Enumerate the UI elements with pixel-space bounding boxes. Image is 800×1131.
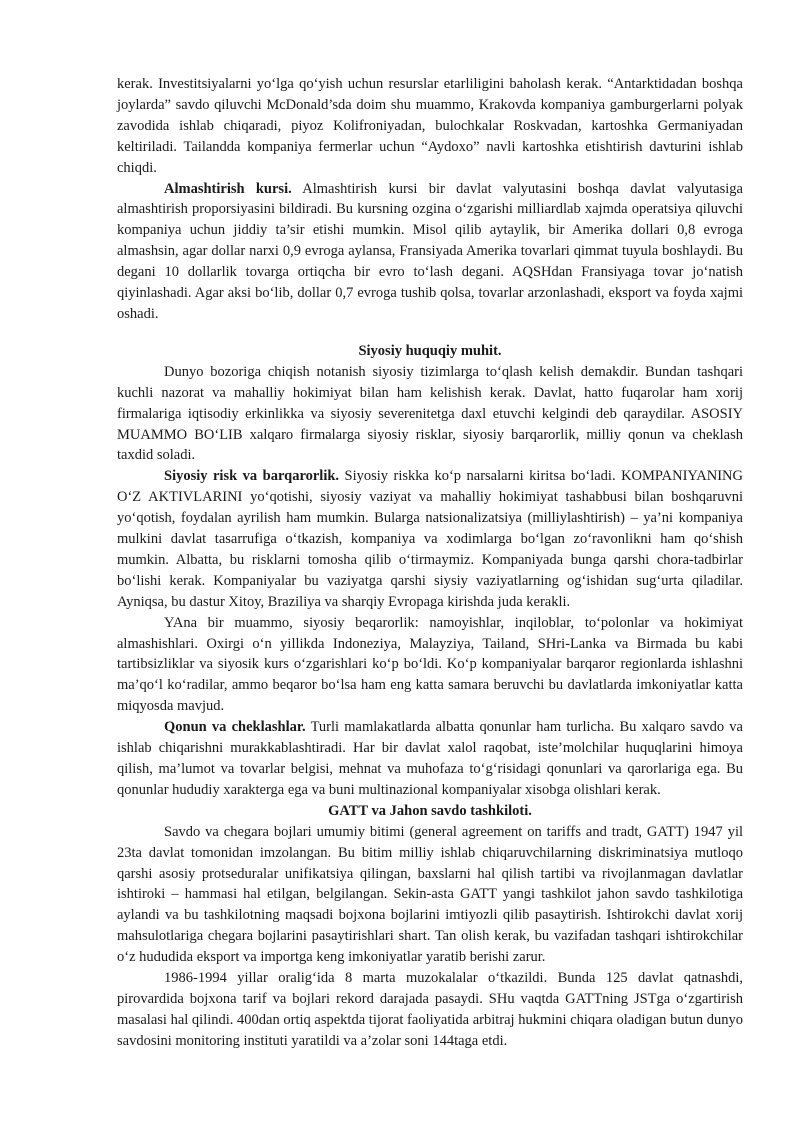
paragraph-laws: [117, 717, 743, 801]
paragraph-gatt: Savdo va chegara bojlari umumiy bitimi (general agreement on tariffs and tradt, GATT) 1947 yil 23ta davlat tomonidan imzolangan. Bu bitim milliy ishlab chiqaruvchilarning diskriminatsiya mutloqo qarshi asosiy protseduralar unifikatsiya qilingan, baxslarni hal qilish tartibi va rivojlanmagan davlatlar ishtiroki – hammasi hal etilgan, belgilangan. Sekin-asta GATT yangi tashkilot jahon savdo tashkilotiga aylandi va bu tashkilotning maqsadi bojxona bojlarini imtiyozli qilib pasaytirish. Ishtirokchi davlat xorij mahsulotlariga chegara bojlarini pasaytirishlari shart. Tan olish kerak, bu vazifadan tashqari ishtirokchilar o‘z hududida eksport va importga keng imkoniyatlar yaratib berishi zarur.: [117, 823, 743, 966]
paragraph-lead-exchange-rate: Almashtirish kursi.: [164, 180, 292, 197]
paragraph-instability: YAna bir muammo, siyosiy beqarorlik: namoyishlar, inqiloblar, to‘polonlar va hokimiyat almashishlari. Oxirgi o‘n yillikda Indoneziya, Malayziya, Tailand, SHri-Lanka va Birmada bu kabi tartibsizliklar va siyosik kurs o‘zgarishlari ko‘p bo‘ldi. Ko‘p kompaniyalar barqaror regionlarda ishlashni ma’qo‘l ko‘radilar, ammo beqaror bo‘lsa ham eng katta samara beruvchi bu davlatlarda imkoniyatlar katta miqyosda mavjud.: [117, 614, 743, 715]
paragraph-political-risk: [117, 466, 743, 612]
paragraph-body-exchange-rate: Almashtirish kursi bir davlat valyutasini boshqa davlat valyutasiga almashtirish proporsiyasini bildiradi. Bu kursning ozgina o‘zgarishi milliardlab xajmda operatsiya qiluvchi kompaniya uchun jiddiy ta’sir etishi mumkin. Misol qilib aytaylik, bir Amerika dollari 0,8 evroga almashsin, agar dollar narxi 0,9 evroga aylansa, Fransiyada Amerika tovarlari qimmat tuyula boshlaydi. Bu degani 10 dollarlik tovarga ortiqcha bir evro to‘lash degani. AQSHdan Fransiyaga tovar jo‘natish qiyinlashadi. Agar aksi bo‘lib, dollar 0,7 evroga tushib qolsa, tovarlar arzonlashadi, eksport va foyda xajmi oshadi.: [117, 180, 743, 322]
section-heading-political-legal: Siyosiy huquqiy muhit.: [358, 342, 502, 359]
paragraph-political-systems: Dunyo bozoriga chiqish notanish siyosiy tizimlarga to‘qlash kelish demakdir. Bundan tashqari kuchli nazorat va mahalliy hokimiyat bilan ham kelishish kerak. Davlat, hatto fuqarolar ham xorij firmalariga iqtisodiy erkinlikka va siyosiy severenitetga daxl etuvchi kelgindi deb qaraydilar. ASOSIY MUAMMO BO‘LIB xalqaro firmalarga siyosiy risklar, siyosiy barqarorlik, milliy qonun va cheklash taxdid soladi.: [117, 363, 743, 464]
paragraph-body-laws: Turli mamlakatlarda albatta qonunlar ham turlicha. Bu xalqaro savdo va ishlab chiqarishni murakkablashtiradi. Har bir davlat xalol raqobat, iste’molchilar huquqlarini himoya qilish, ma’lumot va tovarlar belgisi, mehnat va muhofaza to‘g‘risidagi qonunlari va qarorlariga ega. Bu qonunlar hududiy xarakterga ega va buni multinazional kompaniyalar xisobga olishlari kerak.: [117, 719, 743, 798]
paragraph-body-political-risk: Siyosiy riskka ko‘p narsalarni kiritsa bo‘ladi. KOMPANIYANING O‘Z AKTIVLARINI yo‘qotishi, siyosiy vaziyat va mahalliy hokimiyat tashabbusi bilan boshqaruvni yo‘qotish, foydalan ayrilish ham mumkin. Bularga natsionalizatsiya (milliylashtirish) – ya’ni kompaniya mulkini davlat tasarrufiga o‘tkazish, kompaniya va xodimlarga bo‘lgan zo‘ravonlikni ham qo‘shish mumkin. Albatta, bu risklarni tomosha qilib o‘tirmaymiz. Kompaniyada bunga qarshi chora-tadbirlar bo‘lishi kerak. Kompaniyalar bu vaziyatga qarshi siysiy vaziyatlarning og‘ishidan sug‘urta qiladilar. Ayniqsa, bu dastur Xitoy, Braziliya va sharqiy Evropaga kirishda juda kerakli.: [117, 468, 743, 610]
paragraph-negotiations: 1986-1994 yillar oralig‘ida 8 marta muzokalalar o‘tkazildi. Bunda 125 davlat qatnashdi, pirovardida bojxona tarif va bojlari rekord darajada pasaydi. SHu vaqtda GATTning JSTga o‘zgartirish masalasi hal qilindi. 400dan ortiq aspektda tijorat faoliyatida arbitraj hukmini chiqara oladigan butun dunyo savdosini monitoring instituti yaratildi va a’zolar soni 144taga etdi.: [117, 970, 743, 1049]
paragraph-investments: kerak. Investitsiyalarni yo‘lga qo‘yish uchun resurslar etarliligini baholash kerak. “Antarktidadan boshqa joylarda” savdo qiluvchi McDonald’sda doim shu muammo, Krakovda kompaniya gamburgerlarni polyak zavodida ishlab chiqaradi, piyoz Kolifroniyadan, bulochkalar Roskvadan, kartoshka Germaniyadan keltiriladi. Tailandda kompaniya fermerlar uchun “Aydoxo” navli kartoshka etishtirish davturini ishlab chiqdi.: [117, 76, 743, 176]
paragraph-lead-political-risk: Siyosiy risk va barqarorlik.: [164, 468, 340, 485]
paragraph-lead-laws: Qonun va cheklashlar.: [164, 719, 306, 736]
section-heading-gatt: GATT va Jahon savdo tashkiloti.: [328, 802, 532, 819]
paragraph-exchange-rate: [117, 179, 743, 325]
